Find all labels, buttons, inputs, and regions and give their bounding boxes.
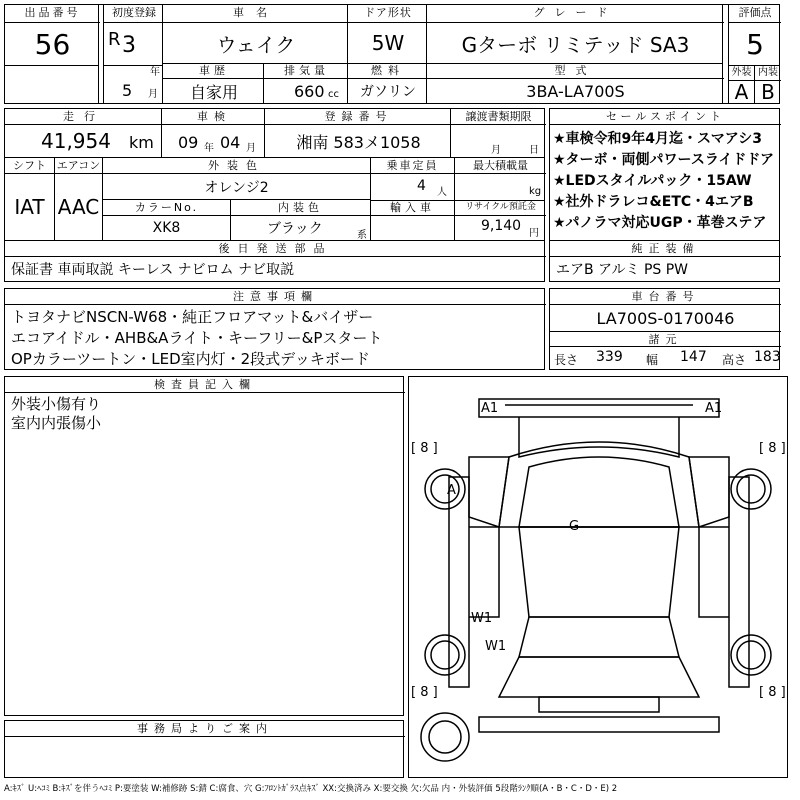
notes-box <box>4 288 545 370</box>
transfer-box <box>450 108 545 158</box>
fuel-value: ガソリン <box>360 84 416 100</box>
max-load-unit: kg <box>529 186 542 197</box>
later-parts-label: 後日発送部品 <box>5 241 546 257</box>
inspection-year-unit: 年 <box>204 143 214 154</box>
office-label: 事務局よりご案内 <box>5 721 405 737</box>
notes-line: トヨタナビNSCN-W68・純正フロアマット&バイザー <box>11 308 374 326</box>
reg-no-box <box>264 108 451 158</box>
ac-label: エアコン <box>55 158 103 174</box>
int-color-value: ブラック <box>267 221 323 237</box>
specs-label: 諸元 <box>550 331 781 347</box>
recycle-label: リサイクル預託金 <box>455 200 546 216</box>
width-value: 147 <box>680 349 707 365</box>
door-value: 5W <box>371 31 405 55</box>
height-label: 高さ <box>722 353 747 367</box>
mark-g: G <box>569 519 580 534</box>
lot-label: 出品番号 <box>5 5 100 23</box>
int-color-label: 内装色 <box>231 200 371 216</box>
spec-block <box>4 157 545 241</box>
equipment-label: 純正装備 <box>550 241 781 257</box>
int-color-unit: 系 <box>357 230 367 241</box>
grade-label: グレード <box>427 5 724 23</box>
car-diagram <box>408 376 788 778</box>
model-label: 型式 <box>427 64 724 79</box>
import-label: 輸入車 <box>371 200 455 216</box>
shift-value: IAT <box>5 174 55 240</box>
sales-point-item: ★パノラマ対応UGP・革巻ステア <box>553 215 767 231</box>
mark-tire-fr: [ 8 ] <box>759 441 786 456</box>
first-reg-year: 3 <box>122 33 136 58</box>
door-box <box>347 4 427 64</box>
inspection-label: 車検 <box>162 109 266 125</box>
mark-tire-fl: [ 8 ] <box>411 441 438 456</box>
legend-text: A:ｷｽﾞ U:ﾍｺﾐ B:ｷｽﾞを伴うﾍｺﾐ P:要塗装 W:補修跡 S:錆 C:腐食、穴 G:ﾌﾛﾝﾄｶﾞﾗｽ点ｷｽﾞ XX:交換済み X:要交換 欠:欠品 内・外装評価 5段階ﾗﾝｸ順(A・B・C・D・E) 2 <box>4 784 618 794</box>
later-parts-value: 保証書 車両取説 キーレス ナビロム ナビ取説 <box>11 262 295 278</box>
ext-color-value: オレンジ2 <box>103 174 371 200</box>
car-name-label: 車名 <box>163 5 349 23</box>
fuel-box <box>347 63 427 104</box>
transfer-month-unit: 月 <box>491 145 501 156</box>
car-name-box <box>162 4 348 64</box>
lot-number: 56 <box>34 27 71 61</box>
inspection-year: 09 <box>178 133 199 152</box>
sales-point-item: ★社外ドラレコ&ETC・4エアB <box>553 194 754 210</box>
capacity-label: 乗車定員 <box>371 158 455 174</box>
displacement-value: 660 <box>294 82 325 101</box>
score-value: 5 <box>746 27 764 61</box>
history-box <box>162 63 264 104</box>
equipment-box <box>549 240 780 282</box>
mark-tire-rr: [ 8 ] <box>759 685 786 700</box>
inspection-box <box>161 108 265 158</box>
capacity-unit: 人 <box>437 187 447 198</box>
width-label: 幅 <box>646 353 659 367</box>
history-value: 自家用 <box>189 82 238 102</box>
inspection-month: 04 <box>220 133 241 152</box>
first-reg-label: 初度登録 <box>104 5 164 23</box>
inspection-month-unit: 月 <box>246 143 256 154</box>
ac-value: AAC <box>55 174 103 240</box>
chassis-value: LA700S-0170046 <box>596 308 735 328</box>
length-label: 長さ <box>554 353 579 367</box>
inspector-label: 検査員記入欄 <box>5 377 405 393</box>
history-label: 車歴 <box>163 64 265 79</box>
first-reg-era: R <box>108 29 121 50</box>
recycle-value: 9,140 <box>481 218 522 234</box>
sales-point-item: ★LEDスタイルパック・15AW <box>553 173 752 189</box>
ext-color-label: 外装色 <box>103 158 371 174</box>
color-no-label: カラーNo. <box>103 200 231 216</box>
score-int: B <box>761 80 775 104</box>
later-parts-box <box>4 240 545 282</box>
model-box <box>426 63 723 104</box>
car-outline-svg <box>409 377 787 777</box>
length-value: 339 <box>596 349 623 365</box>
first-reg-year-unit: 年 <box>150 67 160 78</box>
displacement-label: 排気量 <box>264 64 349 79</box>
sales-points-label: セールスポイント <box>550 109 781 125</box>
office-box <box>4 720 404 778</box>
mark-w1-a: W1 <box>471 611 493 626</box>
fuel-label: 燃料 <box>348 64 428 79</box>
transfer-day-unit: 日 <box>529 145 539 156</box>
score-int-label: 内装 <box>755 65 781 81</box>
first-reg-box <box>103 4 163 104</box>
mileage-box <box>4 108 162 158</box>
mark-tire-rl: [ 8 ] <box>411 685 438 700</box>
grade-box <box>426 4 723 64</box>
model-value: 3BA-LA700S <box>526 81 625 101</box>
shift-label: シフト <box>5 158 55 174</box>
height-value: 183 <box>754 349 781 365</box>
score-label: 評価点 <box>729 5 781 23</box>
displacement-box <box>263 63 348 104</box>
mark-a1-right: A1 <box>705 401 723 416</box>
reg-no-value: 湘南 583メ1058 <box>296 132 421 152</box>
mileage-unit: km <box>129 133 154 152</box>
sales-point-item: ★ターボ・両側パワースライドドア <box>553 152 775 168</box>
inspector-line: 外装小傷有り <box>11 395 102 413</box>
chassis-label: 車台番号 <box>550 289 781 305</box>
reg-no-label: 登録番号 <box>265 109 452 125</box>
inspector-line: 室内内張傷小 <box>11 414 102 432</box>
notes-line: エコアイドル・AHB&Aライト・キーフリー&Pスタート <box>11 329 383 347</box>
sales-points-box <box>549 108 780 241</box>
inspector-box <box>4 376 404 716</box>
first-reg-month: 5 <box>122 81 133 100</box>
car-name: ウェイク <box>216 32 296 57</box>
sales-point-item: ★車検令和9年4月迄・スマアシ3 <box>553 131 762 147</box>
score-ext: A <box>729 81 755 103</box>
door-label: ドア形状 <box>348 5 428 23</box>
mileage-label: 走行 <box>5 109 163 125</box>
recycle-unit: 円 <box>529 228 539 239</box>
max-load-label: 最大積載量 <box>455 158 546 174</box>
color-no-value: XK8 <box>103 216 231 240</box>
capacity-value: 4 <box>417 178 426 194</box>
displacement-unit: cc <box>328 89 339 100</box>
mark-a: A <box>447 483 456 498</box>
transfer-label: 譲渡書類期限 <box>451 109 546 125</box>
mark-a1-left: A1 <box>481 401 499 416</box>
lot-box <box>4 4 99 104</box>
score-ext-label: 外装 <box>729 65 755 81</box>
equipment-value: エアB アルミ PS PW <box>556 262 689 278</box>
mark-w1-b: W1 <box>485 639 507 654</box>
score-box <box>728 4 780 104</box>
mileage-value: 41,954 <box>41 129 111 153</box>
first-reg-month-unit: 月 <box>148 89 158 100</box>
chassis-box <box>549 288 780 370</box>
grade-value: Gターボ リミテッド SA3 <box>461 32 690 57</box>
notes-label: 注意事項欄 <box>5 289 546 305</box>
notes-line: OPカラーツートン・LED室内灯・2段式デッキボード <box>11 350 370 368</box>
